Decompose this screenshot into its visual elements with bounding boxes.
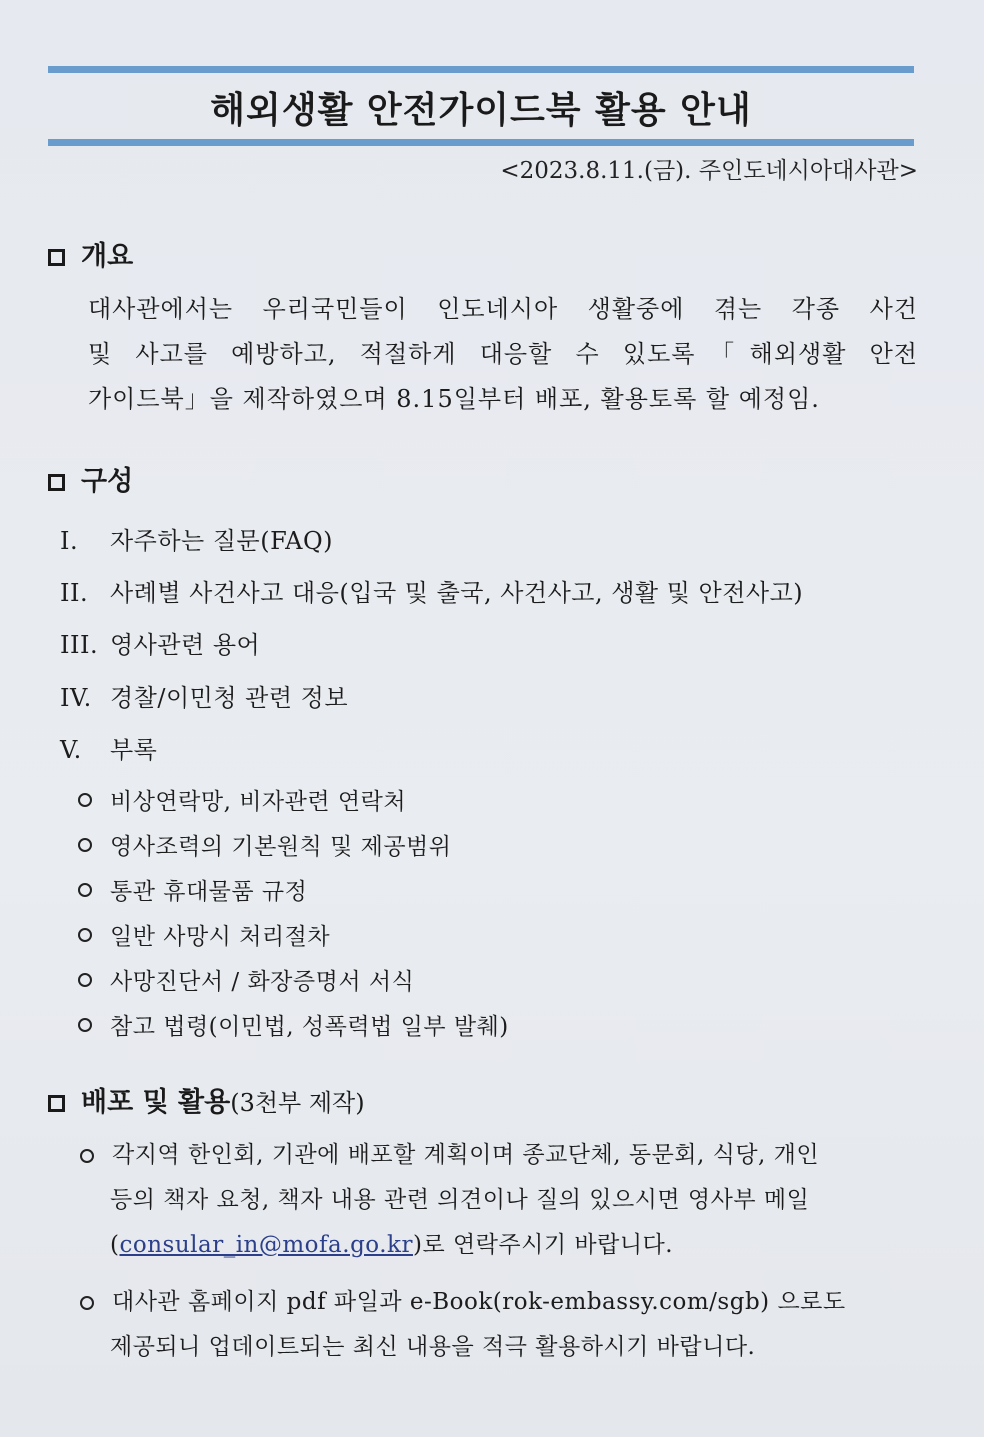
item-text: 사례별 사건사고 대응(입국 및 출국, 사건사고, 생활 및 안전사고) [110,579,804,607]
bullet-line: 제공되니 업데이트되는 최신 내용을 적극 활용하시기 바랍니다. [110,1334,756,1360]
paren-open: ( [110,1232,120,1258]
section-distribution-title: 배포 및 활용 [81,1087,231,1118]
square-bullet-icon [48,249,65,266]
appendix-item-text: 사망진단서 / 화장증명서 서식 [110,969,415,995]
item-text: 자주하는 질문(FAQ) [110,527,334,555]
appendix-item-text: 영사조력의 기본원칙 및 제공범위 [110,834,452,860]
overview-line: 및 사고를 예방하고, 적절하게 대응할 수 있도록「해외생활 안전 [88,340,918,368]
overview-paragraph [88,287,918,422]
item-text: 부록 [110,736,158,764]
appendix-item [78,873,307,906]
item-number: III. [60,631,99,659]
circle-bullet-icon [80,1149,94,1163]
composition-item [60,678,348,713]
bullet-line-rest: )로 연락주시기 바랍니다. [412,1232,674,1258]
distribution-bullet [78,1133,908,1268]
appendix-item [78,828,452,861]
circle-bullet-icon [80,1296,94,1310]
overview-line: 가이드북」을 제작하였으며 8.15일부터 배포, 활용토록 할 예정임. [88,385,820,413]
bullet-line: 대사관 홈페이지 pdf 파일과 e-Book(rok-embassy.com/sgb) 으로도 [112,1289,846,1315]
appendix-item [78,1008,509,1041]
section-composition-heading [48,459,133,498]
circle-bullet-icon [78,1018,92,1032]
distribution-bullet [78,1280,908,1370]
appendix-item [78,963,414,996]
appendix-item-text: 참고 법령(이민법, 성폭력법 일부 발췌) [110,1014,509,1040]
circle-bullet-icon [78,883,92,897]
composition-item [60,625,260,660]
composition-item [60,730,157,765]
item-number: I. [60,527,79,555]
appendix-item [78,783,406,816]
bullet-line: 각지역 한인회, 기관에 배포할 계획이며 종교단체, 동문회, 식당, 개인 [112,1142,820,1168]
section-overview-heading [48,234,133,273]
section-composition-title: 구성 [81,466,134,497]
title-bottom-rule [48,139,914,146]
composition-item [60,573,803,608]
document-title: 해외생활 안전가이드북 활용 안내 [210,90,752,131]
item-number: II. [60,579,89,607]
composition-item [60,521,333,556]
item-text: 영사관련 용어 [110,631,261,659]
item-text: 경찰/이민청 관련 정보 [110,684,348,712]
title-top-rule [48,66,914,73]
circle-bullet-icon [78,928,92,942]
square-bullet-icon [48,1095,65,1112]
circle-bullet-icon [78,973,92,987]
appendix-item-text: 일반 사망시 처리절차 [110,924,331,950]
circle-bullet-icon [78,793,92,807]
section-distribution-suffix: (3천부 제작) [230,1089,365,1117]
item-number: V. [60,736,82,764]
bullet-line [78,1223,908,1268]
appendix-item [78,918,330,951]
bullet-line: 등의 책자 요청, 책자 내용 관련 의견이나 질의 있으시면 영사부 메일 [110,1187,810,1213]
section-distribution-heading [48,1080,365,1119]
appendix-item-text: 통관 휴대물품 규정 [110,879,308,905]
section-overview-title: 개요 [81,241,134,272]
square-bullet-icon [48,474,65,491]
circle-bullet-icon [78,838,92,852]
consular-email-link[interactable]: consular_in@mofa.go.kr [119,1232,413,1258]
dateline: <2023.8.11.(금). 주인도네시아대사관> [500,158,918,184]
appendix-item-text: 비상연락망, 비자관련 연락처 [110,789,407,815]
item-number: IV. [60,684,92,712]
overview-line: 대사관에서는 우리국민들이 인도네시아 생활중에 겪는 각종 사건 [88,295,918,323]
